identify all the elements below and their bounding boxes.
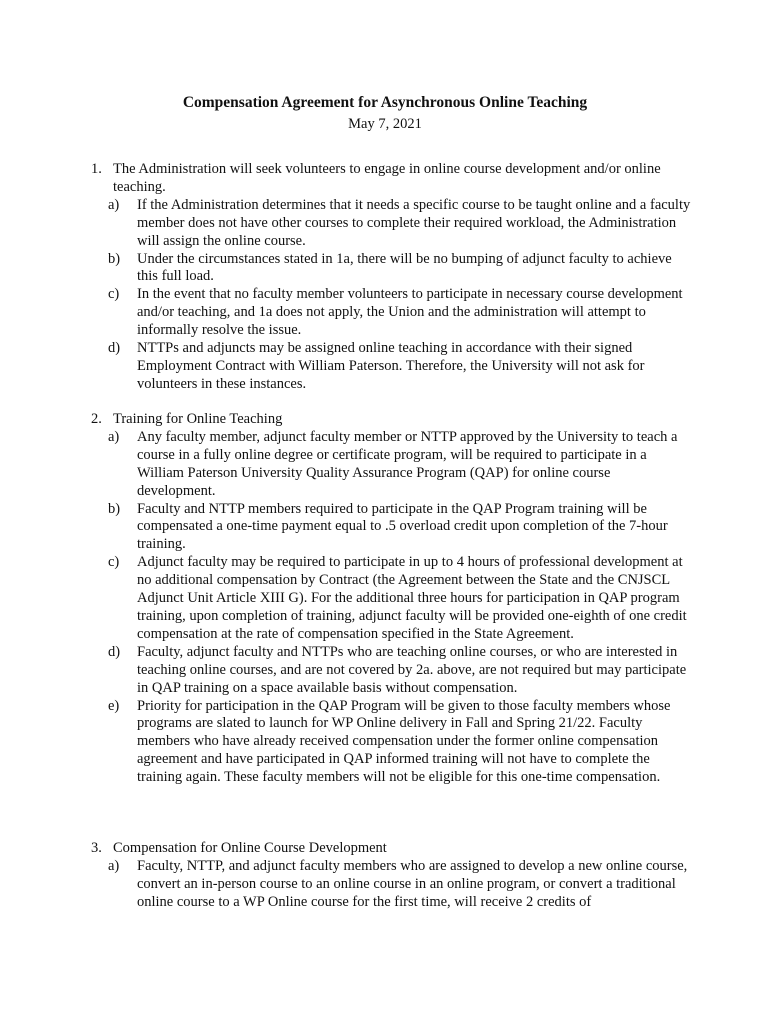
section-number: 1. (91, 161, 102, 177)
section-heading: Compensation for Online Course Development (113, 840, 387, 856)
document-date: May 7, 2021 (348, 116, 422, 132)
item-text: NTTPs and adjuncts may be assigned online teaching in accordance with their signed Employment Contract with William Paterson. Therefore, the University will not ask for volunteers in these instances. (137, 340, 645, 392)
item-marker: d) (108, 643, 121, 660)
list-item (108, 501, 691, 555)
item-marker: a) (108, 428, 120, 445)
item-text: If the Administration determines that it needs a specific course to be taught online and a faculty member does not have other courses to complete their required workload, the Administration will assign the online course. (137, 196, 691, 249)
section-number: 2. (91, 411, 102, 427)
list-item (108, 698, 691, 788)
list-item (108, 858, 691, 912)
item-text: Under the circumstances stated in 1a, there will be no bumping of adjunct faculty to achieve this full load. (137, 250, 672, 285)
document-title: Compensation Agreement for Asynchronous Online Teaching (182, 94, 588, 111)
item-marker: a) (108, 196, 120, 213)
item-text: Faculty, adjunct faculty and NTTPs who are teaching online courses, or who are interested in teaching online courses, and are not covered by 2a. above, are not required but may participate in QAP training on a space available basis without compensation. (137, 643, 687, 696)
item-text: Faculty and NTTP members required to participate in the QAP Program training will be compensated a one-time payment equal to .5 overload credit upon completion of the 7-hour training. (137, 500, 668, 553)
item-marker: e) (108, 697, 120, 714)
list-item (108, 554, 691, 644)
section-number: 3. (91, 840, 102, 856)
list-item (108, 429, 691, 501)
list-item (108, 251, 691, 287)
list-item (108, 286, 691, 340)
section-2 (91, 411, 691, 787)
item-marker: c) (108, 286, 120, 303)
item-marker: d) (108, 340, 121, 357)
item-text: In the event that no faculty member volunteers to participate in necessary course development and/or teaching, and 1a does not apply, the Union and the administration will attempt to informally resolve the issue. (137, 286, 683, 339)
item-text: Faculty, NTTP, and adjunct faculty members who are assigned to develop a new online course, convert an in-person course to an online course in an online program, or convert a traditional online course to a WP Online course for the first time, will receive 2 credits of (137, 857, 688, 910)
item-text: Adjunct faculty may be required to participate in up to 4 hours of professional development at no additional compensation by Contract (the Agreement between the State and the CNJSCL Adjunct Unit Article XIII G). For the additional three hours for participation in QAP program training, upon completion of training, adjunct faculty will be provided one-eighth of one credit compensation at the rate of compensation specified in the State Agreement. (137, 554, 687, 642)
item-text: Priority for participation in the QAP Program will be given to those faculty members whose programs are slated to launch for WP Online delivery in Fall and Spring 21/22. Faculty members who have already received compensation under the former online compensation agreement and have participated in QAP informed training will not have to complete the training again. These faculty members will not be eligible for this one-time compensation. (137, 697, 671, 786)
list-item (108, 340, 691, 394)
item-text: Any faculty member, adjunct faculty member or NTTP approved by the University to teach a course in a fully online degree or certificate program, will be required to participate in a William Paterson University Quality Assurance Program (QAP) for online course development. (137, 428, 678, 499)
list-item (108, 644, 691, 698)
section-heading: Training for Online Teaching (113, 411, 283, 427)
item-marker: b) (108, 500, 121, 517)
section-3 (91, 840, 691, 912)
section-1 (91, 161, 691, 394)
list-item (108, 197, 691, 251)
item-marker: a) (108, 857, 120, 874)
section-heading: The Administration will seek volunteers to engage in online course development and/or online teaching. (113, 161, 661, 195)
item-marker: b) (108, 250, 121, 267)
item-marker: c) (108, 554, 120, 571)
